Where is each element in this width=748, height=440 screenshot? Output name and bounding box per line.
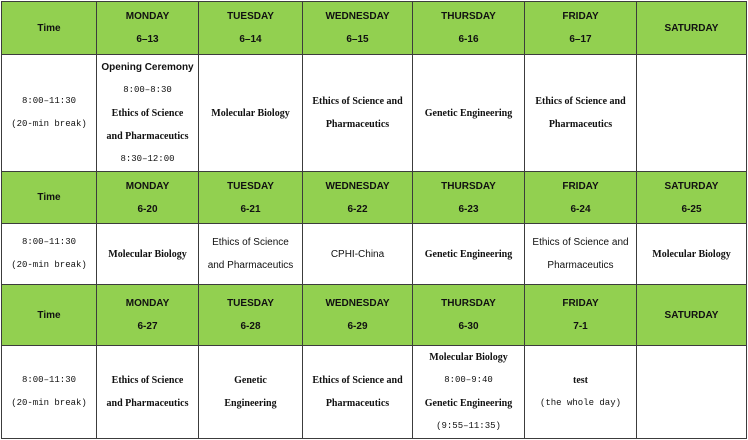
week-1-session-row [2, 55, 747, 172]
session-text: Ethics of Science and [312, 375, 403, 386]
day-header-thursday [413, 2, 525, 55]
day-header-thursday [413, 285, 525, 346]
day-date: 6–15 [346, 34, 369, 45]
day-name: SATURDAY [664, 22, 719, 34]
day-date: 6-22 [347, 203, 368, 215]
session-cell-friday [525, 224, 637, 285]
day-date: 6-20 [137, 203, 158, 215]
session-text: Pharmaceutics [548, 119, 613, 130]
session-text: Pharmaceutics [325, 398, 390, 409]
session-time: 8:00–9:40 [444, 375, 493, 385]
session-text: Molecular Biology [429, 352, 508, 363]
day-date: 6-29 [347, 321, 368, 332]
time-header: Time [2, 285, 97, 346]
day-date: 6-30 [458, 321, 479, 332]
session-cell-friday [525, 346, 637, 439]
session-cell-wednesday [303, 346, 413, 439]
session-cell-wednesday [303, 224, 413, 285]
session-cell-friday [525, 55, 637, 172]
session-text: and Pharmaceutics [207, 260, 294, 271]
session-text: Genetic [234, 375, 267, 386]
week-2-session-row [2, 224, 747, 285]
day-name: WEDNESDAY [325, 298, 390, 309]
session-text: and Pharmaceutics [106, 130, 189, 142]
session-cell-tuesday [199, 346, 303, 439]
day-date: 6-16 [458, 34, 479, 45]
session-cell-saturday [637, 55, 747, 172]
session-text: Pharmaceutics [325, 119, 390, 130]
session-text: Genetic Engineering [424, 107, 513, 119]
day-header-saturday [637, 172, 747, 224]
day-date: 6–14 [239, 34, 262, 45]
session-cell-monday [97, 346, 199, 439]
day-name: SATURDAY [664, 180, 719, 192]
day-name: FRIDAY [562, 11, 599, 22]
time-cell [2, 224, 97, 285]
session-cell-thursday [413, 55, 525, 172]
day-header-friday [525, 172, 637, 224]
session-cell-wednesday [303, 55, 413, 172]
day-name: THURSDAY [441, 298, 496, 309]
day-date: 6–17 [569, 34, 592, 45]
day-header-wednesday [303, 172, 413, 224]
time-cell [2, 55, 97, 172]
session-text: Genetic Engineering [424, 248, 513, 260]
session-text: test [573, 375, 588, 386]
session-text: Ethics of Science [111, 107, 184, 119]
day-header-thursday [413, 172, 525, 224]
break-note: (20-min break) [11, 260, 87, 270]
day-name: WEDNESDAY [325, 11, 390, 22]
session-cell-thursday [413, 346, 525, 439]
day-name: MONDAY [125, 298, 170, 309]
session-time: 8:30–12:00 [120, 153, 175, 164]
break-note: (20-min break) [11, 398, 87, 408]
time-range: 8:00–11:30 [21, 237, 76, 247]
session-text: Ethics of Science [111, 375, 184, 386]
day-date: 6-24 [570, 203, 591, 215]
week-3-session-row [2, 346, 747, 439]
session-text: Engineering [224, 398, 277, 409]
session-text: Ethics of Science and [532, 237, 629, 248]
schedule-table [1, 1, 747, 439]
day-header-friday [525, 2, 637, 55]
day-date: 6-28 [240, 321, 261, 332]
day-date: 6-25 [681, 203, 702, 215]
session-text: Ethics of Science and [312, 96, 403, 107]
day-date: 6-27 [137, 321, 158, 332]
time-range: 8:00–11:30 [21, 375, 76, 385]
day-name: THURSDAY [441, 180, 496, 192]
session-cell-tuesday [199, 224, 303, 285]
day-name: TUESDAY [227, 298, 274, 309]
day-name: FRIDAY [562, 180, 599, 192]
session-text: Molecular Biology [211, 107, 290, 119]
time-header: Time [2, 2, 97, 55]
session-text: CPHI-China [330, 248, 385, 260]
day-name: THURSDAY [441, 11, 496, 22]
session-cell-thursday [413, 224, 525, 285]
day-name: FRIDAY [562, 298, 599, 309]
day-header-friday [525, 285, 637, 346]
time-range: 8:00–11:30 [21, 96, 76, 106]
day-header-saturday [637, 285, 747, 346]
session-text: Genetic Engineering [424, 398, 513, 409]
day-header-tuesday [199, 172, 303, 224]
session-text: Ethics of Science and [535, 96, 626, 107]
session-text: Pharmaceutics [547, 260, 614, 271]
day-header-wednesday [303, 285, 413, 346]
day-header-monday [97, 2, 199, 55]
day-header-tuesday [199, 2, 303, 55]
day-name: SATURDAY [664, 309, 719, 321]
session-cell-saturday [637, 346, 747, 439]
day-name: TUESDAY [227, 11, 274, 22]
session-cell-saturday [637, 224, 747, 285]
session-time: (9:55–11:35) [436, 421, 501, 431]
week-3-header-row [2, 285, 747, 346]
session-time: 8:00–8:30 [123, 84, 172, 95]
week-1-header-row [2, 2, 747, 55]
day-name: MONDAY [125, 11, 170, 22]
day-header-tuesday [199, 285, 303, 346]
time-header: Time [2, 172, 97, 224]
day-date: 6-23 [458, 203, 479, 215]
session-text: Ethics of Science [212, 237, 289, 248]
session-text: Molecular Biology [108, 248, 187, 260]
session-cell-monday [97, 224, 199, 285]
day-name: WEDNESDAY [325, 180, 390, 192]
session-note: (the whole day) [539, 398, 621, 408]
session-cell-monday [97, 55, 199, 172]
day-header-monday [97, 285, 199, 346]
session-text: and Pharmaceutics [106, 398, 189, 409]
day-header-monday [97, 172, 199, 224]
day-date: 6-21 [240, 203, 261, 215]
day-header-saturday [637, 2, 747, 55]
session-text: Opening Ceremony [101, 61, 194, 73]
week-2-header-row [2, 172, 747, 224]
break-note: (20-min break) [11, 119, 87, 129]
day-header-wednesday [303, 2, 413, 55]
session-text: Molecular Biology [652, 248, 731, 260]
day-name: MONDAY [125, 180, 170, 192]
day-name: TUESDAY [227, 180, 274, 192]
time-cell [2, 346, 97, 439]
session-cell-tuesday [199, 55, 303, 172]
day-date: 6–13 [136, 34, 159, 45]
day-date: 7-1 [573, 321, 588, 332]
